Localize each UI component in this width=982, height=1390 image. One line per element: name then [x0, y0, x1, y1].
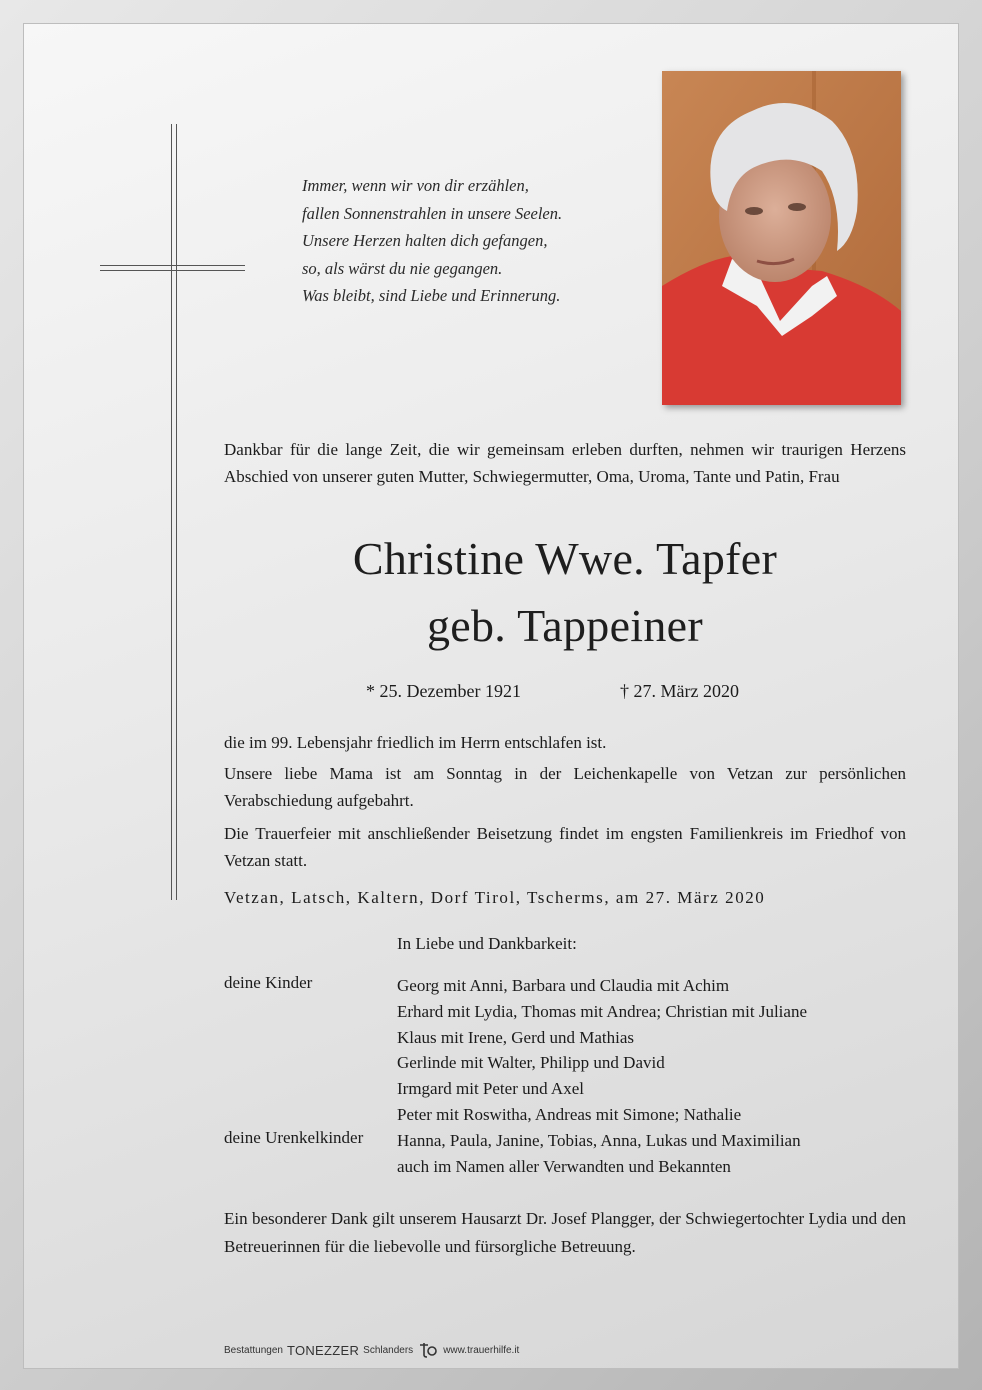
deceased-name: Christine Wwe. Tapfer — [352, 533, 778, 584]
closing-thanks: Ein besonderer Dank gilt unserem Hausarzt Dr. Josef Plangger, der Schwiegertochter Lydia und den Betreuerinnen für die liebevolle und fürsorgliche Betreuung. — [224, 1209, 906, 1256]
list-item: Georg mit Anni, Barbara und Claudia mit Achim — [397, 976, 730, 995]
list-item: Hanna, Paula, Janine, Tobias, Anna, Lukas und Maximilian — [397, 1130, 801, 1150]
footer-town: Schlanders — [363, 1344, 414, 1356]
paragraph-funeral: Die Trauerfeier mit anschließender Beisetzung findet im engsten Familienkreis im Friedhof von Vetzan statt. — [224, 824, 906, 870]
cross-icon-bar — [100, 270, 245, 271]
footer-prefix: Bestattungen — [224, 1344, 283, 1356]
death-date: † 27. März 2020 — [620, 681, 739, 701]
poem-line: Immer, wenn wir von dir erzählen, — [302, 176, 529, 195]
maiden-name: geb. Tappeiner — [426, 600, 704, 651]
list-item: Gerlinde mit Walter, Philipp und David — [397, 1053, 665, 1073]
poem-line: Unsere Herzen halten dich gefangen, — [302, 231, 548, 250]
paragraph-death: die im 99. Lebensjahr friedlich im Herrn entschlafen ist. — [224, 733, 607, 752]
cross-icon-line — [176, 124, 177, 900]
signature-list — [397, 973, 807, 1179]
footer-brand: TONEZZER — [286, 1342, 360, 1358]
list-item: Irmgard mit Peter und Axel — [397, 1079, 584, 1099]
portrait-photo — [662, 71, 901, 405]
cross-icon-bar — [100, 265, 245, 266]
footer-url[interactable]: www.trauerhilfe.it — [443, 1344, 520, 1356]
poem-line: so, als wärst du nie gegangen. — [302, 258, 503, 278]
list-item: Erhard mit Lydia, Thomas mit Andrea; Christian mit Juliane — [397, 1001, 807, 1021]
poem-line: fallen Sonnenstrahlen in unsere Seelen. — [302, 203, 563, 223]
list-item: Peter mit Roswitha, Andreas mit Simone; Nathalie — [397, 1104, 742, 1124]
trauerhilfe-logo-icon — [417, 1341, 439, 1359]
list-item: auch im Namen aller Verwandten und Bekannten — [397, 1156, 731, 1176]
paragraph-viewing: Unsere liebe Mama ist am Sonntag in der Leichenkapelle von Vetzan zur persönlichen Verabschiedung aufgebahrt. — [224, 764, 906, 810]
poem-line: Was bleibt, sind Liebe und Erinnerung. — [302, 286, 561, 305]
memorial-poem — [302, 172, 562, 310]
children-label: deine Kinder — [224, 973, 313, 992]
footer — [224, 1340, 519, 1360]
great-grandchildren-label: deine Urenkelkinder — [224, 1128, 364, 1147]
cross-icon — [171, 124, 172, 900]
thanks-line: In Liebe und Dankbarkeit: — [397, 934, 577, 953]
birth-date: * 25. Dezember 1921 — [366, 681, 521, 701]
places-date: Vetzan, Latsch, Kaltern, Dorf Tirol, Tscherms, am 27. März 2020 — [224, 888, 766, 907]
intro-text: Dankbar für die lange Zeit, die wir gemeinsam erleben durften, nehmen wir traurigen Herzens Abschied von unserer guten Mutter, Schwiegermutter, Oma, Uroma, Tante und Patin, Frau — [224, 440, 906, 486]
list-item: Klaus mit Irene, Gerd und Mathias — [397, 1027, 634, 1047]
